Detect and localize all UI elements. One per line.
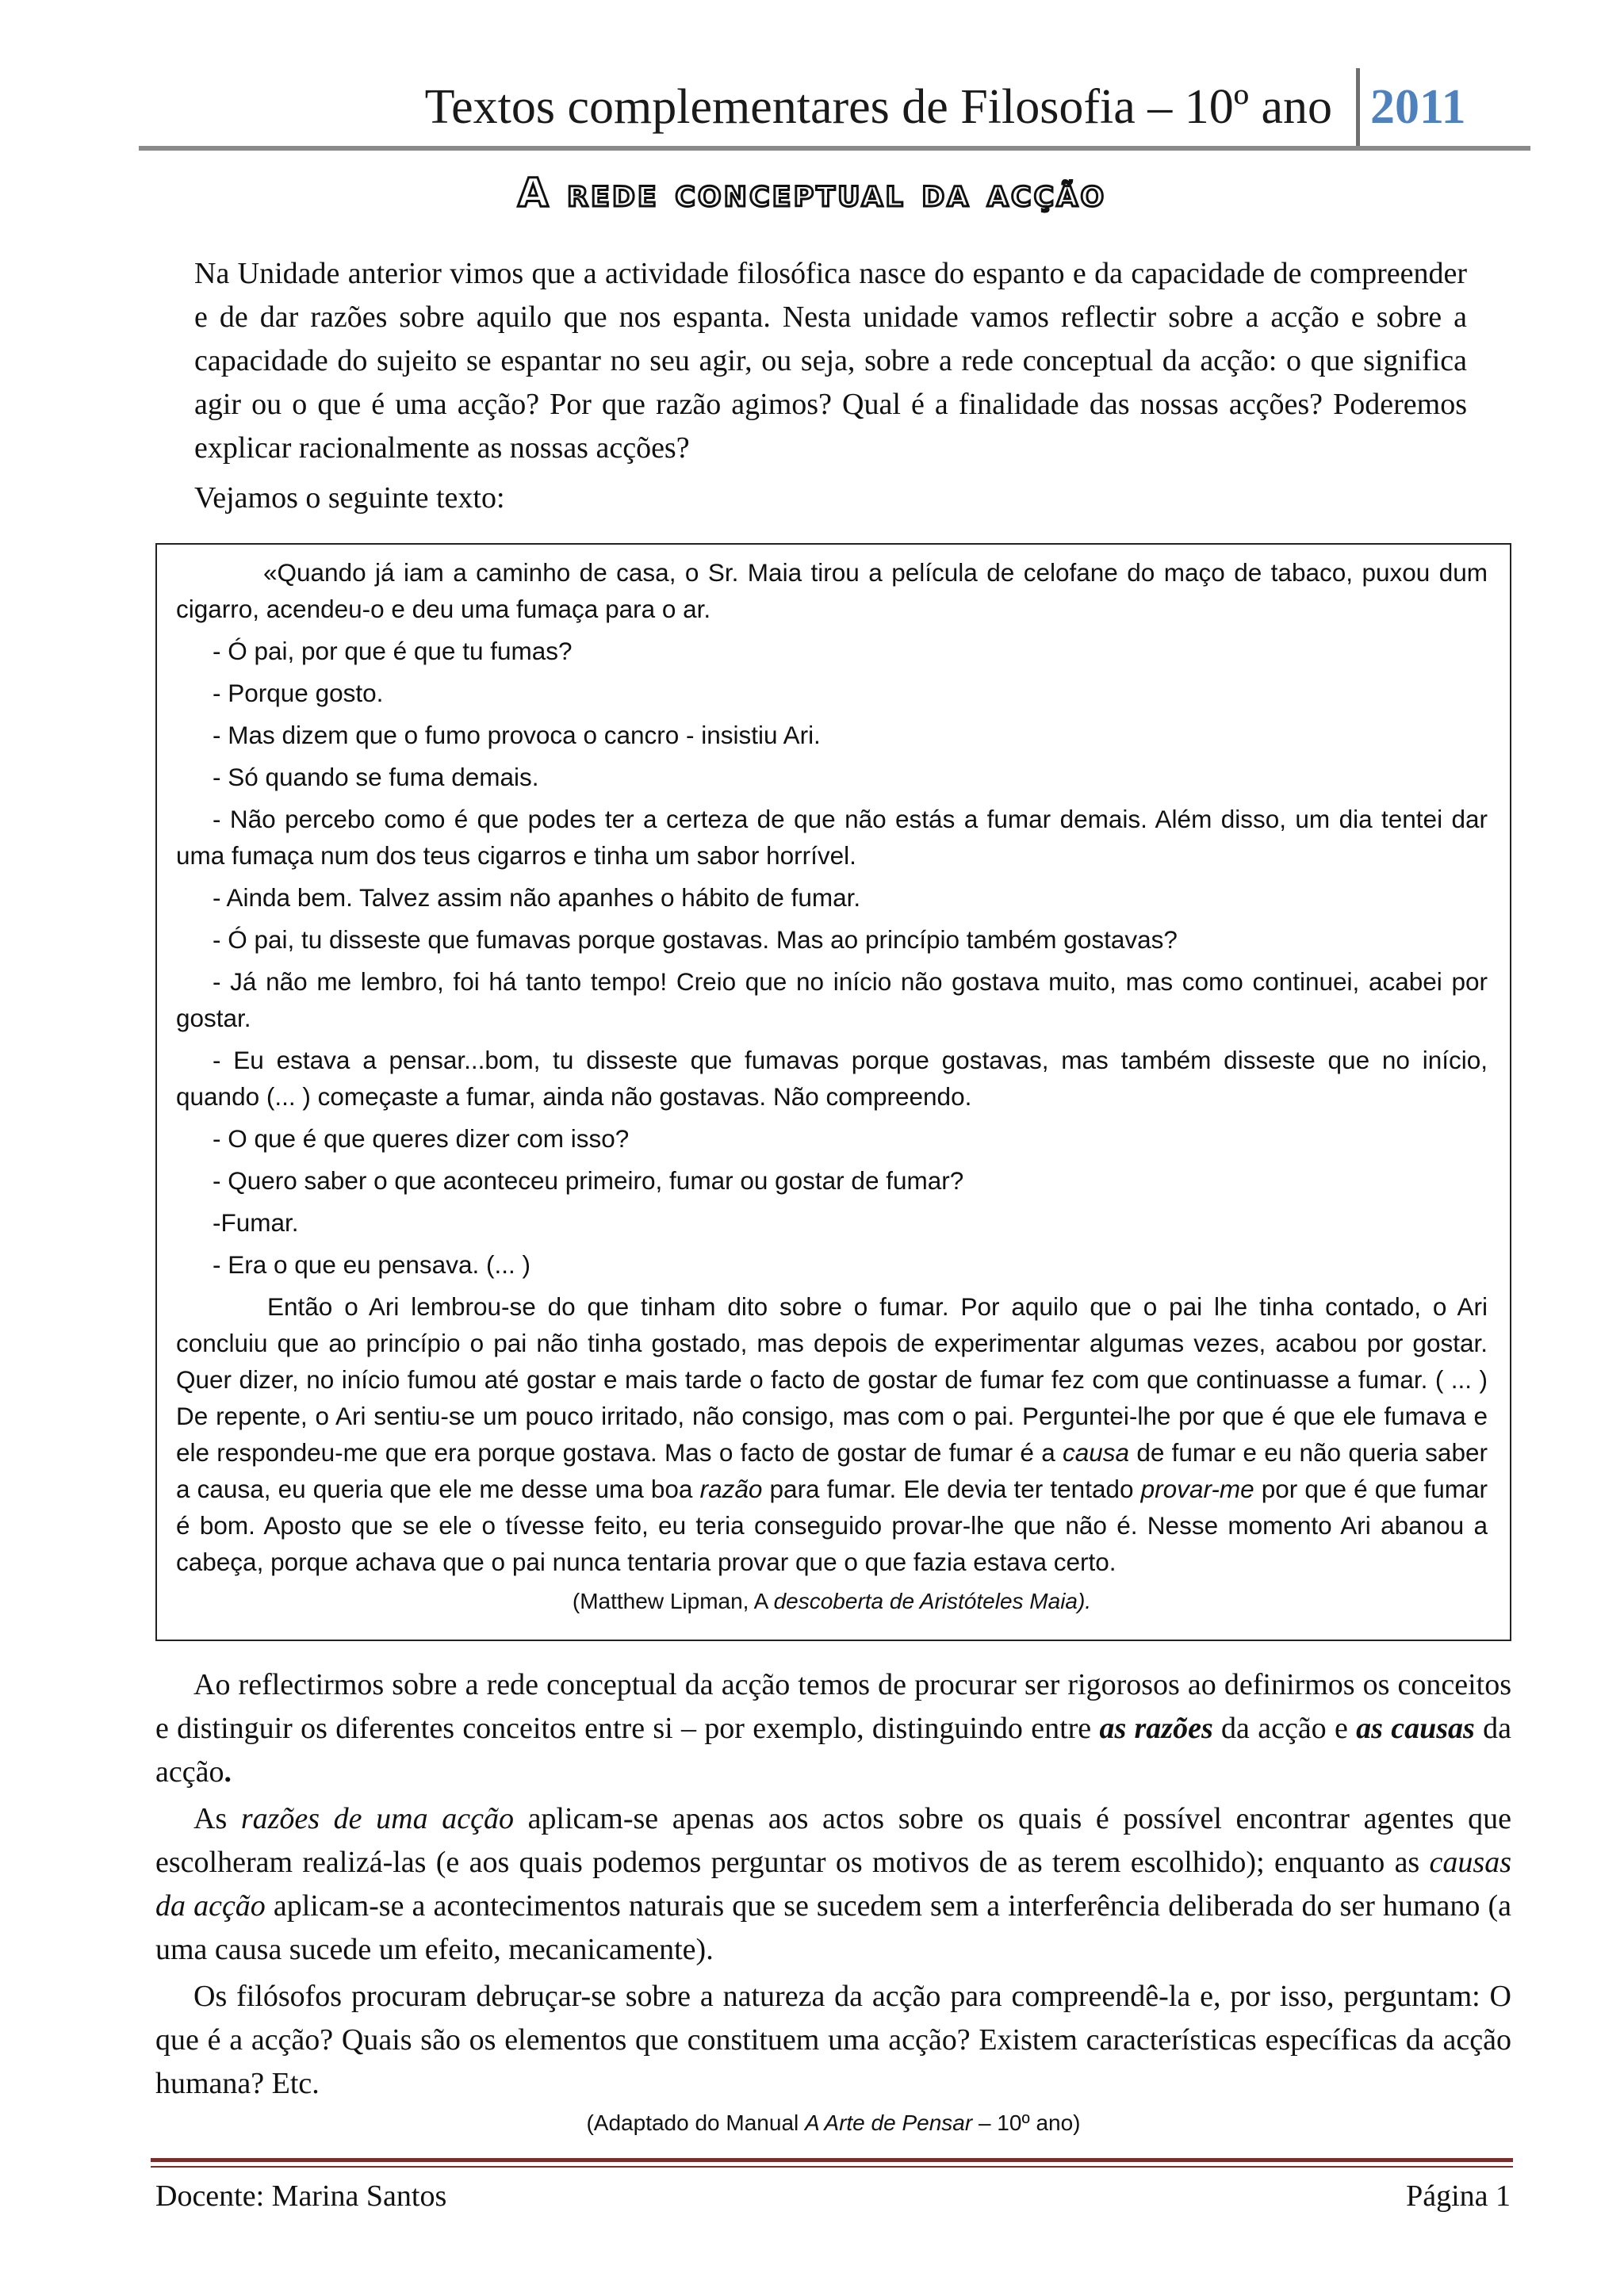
header-title: Textos complementares de Filosofia – 10º ano xyxy=(424,80,1332,134)
adapted-source xyxy=(155,2107,1511,2139)
body-text: aplicam-se apenas aos actos sobre os quais é possível encontrar agentes que escolheram realizá-las (e aos quais podemos perguntar os motivos de as terem escolhido); enquanto as xyxy=(155,1802,1511,1879)
adapted-prefix: (Adaptado do Manual xyxy=(586,2110,806,2135)
dialogue-line: - Mas dizem que o fumo provoca o cancro - insistiu Ari. xyxy=(213,721,821,749)
header-rule xyxy=(139,146,1530,151)
narration-text: para fumar. Ele devia ter tentado xyxy=(762,1475,1141,1503)
narration-text: Então o Ari lembrou-se do que tinham dito sobre o fumar. Por aquilo que o pai lhe tinha contado, o Ari concluiu que ao princípio o pai não tinha gostado, mas depois de experimentar algumas vezes, acabou por gostar. Quer dizer, no início fumou até gostar e mais tarde o facto de gostar de fumar fez com que continuasse a fumar. ( ... ) De repente, o Ari sentiu-se um pouco irritado, não consigo, mas com o pai. Perguntei-lhe por que é que ele fumava e ele respondeu-me que era porque gostava. Mas o facto de gostar de fumar é a xyxy=(176,1292,1488,1467)
narration-emphasis-causa: causa xyxy=(1062,1438,1130,1467)
adapted-work: A Arte de Pensar xyxy=(805,2110,973,2135)
body-section xyxy=(155,1663,1511,2142)
body-text: aplicam-se a acontecimentos naturais que se sucedem sem a interferência deliberada do ser humano (a uma causa sucede um efeito, mecanicamente). xyxy=(155,1889,1511,1966)
body-bold-period: . xyxy=(224,1755,232,1789)
emphasis-razoes: as razões xyxy=(1099,1712,1213,1745)
dialogue-line: -Fumar. xyxy=(213,1208,299,1237)
citation-author: (Matthew Lipman, A xyxy=(572,1589,774,1613)
quote-opening: «Quando já iam a caminho de casa, o Sr. Maia tirou a película de celofane do maço de tabaco, puxou dum cigarro, acendeu-o e deu uma fumaça para o ar. xyxy=(176,558,1488,623)
page-header xyxy=(139,62,1530,149)
dialogue-line: - Eu estava a pensar...bom, tu disseste que fumavas porque gostavas, mas também disseste que no início, quando (... ) começaste a fumar, ainda não gostavas. Não compreendo. xyxy=(176,1046,1488,1111)
dialogue-line: - Porque gosto. xyxy=(213,679,384,707)
quote-citation xyxy=(176,1583,1488,1620)
section-title: A rede conceptual da acção xyxy=(517,170,1107,216)
footer-rule-thin xyxy=(151,2166,1513,2168)
body-text: da acção xyxy=(155,1712,1511,1789)
header-divider xyxy=(1356,68,1360,147)
emphasis-razoes-accao: razões de uma acção xyxy=(240,1802,514,1835)
dialogue-line: - Ó pai, por que é que tu fumas? xyxy=(213,637,573,665)
intro-lead: Vejamos o seguinte texto: xyxy=(194,481,505,515)
narration-emphasis-provar: provar-me xyxy=(1140,1475,1254,1503)
dialogue-line: - Ainda bem. Talvez assim não apanhes o hábito de fumar. xyxy=(213,883,861,912)
dialogue-line: - O que é que queres dizer com isso? xyxy=(213,1124,630,1153)
narration-emphasis-razao: razão xyxy=(699,1475,763,1503)
narration-text: por que é que fumar é bom. Aposto que se ele o tívesse feito, eu teria conseguido provar-lhe que não é. Nesse momento Ari abanou a cabeça, porque achava que o pai nunca tentaria provar que o que fazia estava certo. xyxy=(176,1475,1488,1576)
body-paragraph-3: Os filósofos procuram debruçar-se sobre a natureza da acção para compreendê-la e, por isso, perguntam: O que é a acção? Quais são os elementos que constituem uma acção? Existem características específicas da acção humana? Etc. xyxy=(155,1980,1511,2100)
body-text: Ao reflectirmos sobre a rede conceptual da acção temos de procurar ser rigorosos ao definirmos os conceitos e distinguir os diferentes conceitos entre si – por exemplo, distinguindo entre xyxy=(155,1668,1511,1745)
dialogue-line: - Não percebo como é que podes ter a certeza de que não estás a fumar demais. Além disso, um dia tentei dar uma fumaça num dos teus cigarros e tinha um sabor horrível. xyxy=(176,805,1488,870)
body-text: As xyxy=(193,1802,241,1835)
emphasis-causas-accao: causas da acção xyxy=(155,1846,1511,1923)
dialogue-line: - Já não me lembro, foi há tanto tempo! Creio que no início não gostava muito, mas como continuei, acabei por gostar. xyxy=(176,967,1488,1032)
intro-paragraph: Na Unidade anterior vimos que a actividade filosófica nasce do espanto e da capacidade de compreender e de dar razões sobre aquilo que nos espanta. Nesta unidade vamos reflectir sobre a acção e sobre a capacidade do sujeito se espantar no seu agir, ou seja, sobre a rede conceptual da acção: o que significa agir ou o que é uma acção? Por que razão agimos? Qual é a finalidade das nossas acções? Poderemos explicar racionalmente as nossas acções? xyxy=(194,257,1467,465)
dialogue-line: - Ó pai, tu disseste que fumavas porque gostavas. Mas ao princípio também gostavas? xyxy=(213,925,1178,954)
quote-box xyxy=(155,543,1511,1641)
body-paragraph-1 xyxy=(155,1663,1511,1794)
body-text: da acção e xyxy=(1212,1712,1357,1745)
footer-teacher: Docente: Marina Santos xyxy=(155,2179,447,2213)
citation-work: descoberta de Aristóteles Maia). xyxy=(773,1589,1092,1613)
adapted-suffix: – 10º ano) xyxy=(972,2110,1081,2135)
footer-rule xyxy=(151,2158,1513,2162)
dialogue-line: - Quero saber o que aconteceu primeiro, fumar ou gostar de fumar? xyxy=(213,1166,964,1195)
intro-section xyxy=(194,252,1467,520)
quote-narration xyxy=(176,1288,1488,1580)
footer-page-number: Página 1 xyxy=(1406,2179,1511,2213)
emphasis-causas: as causas xyxy=(1356,1712,1475,1745)
dialogue-line: - Só quando se fuma demais. xyxy=(213,763,539,791)
body-paragraph-2 xyxy=(155,1797,1511,1972)
narration-text: de fumar e eu não queria saber a causa, eu queria que ele me desse uma boa xyxy=(176,1438,1488,1503)
header-year: 2011 xyxy=(1370,80,1466,134)
dialogue-line: - Era o que eu pensava. (... ) xyxy=(213,1250,530,1279)
